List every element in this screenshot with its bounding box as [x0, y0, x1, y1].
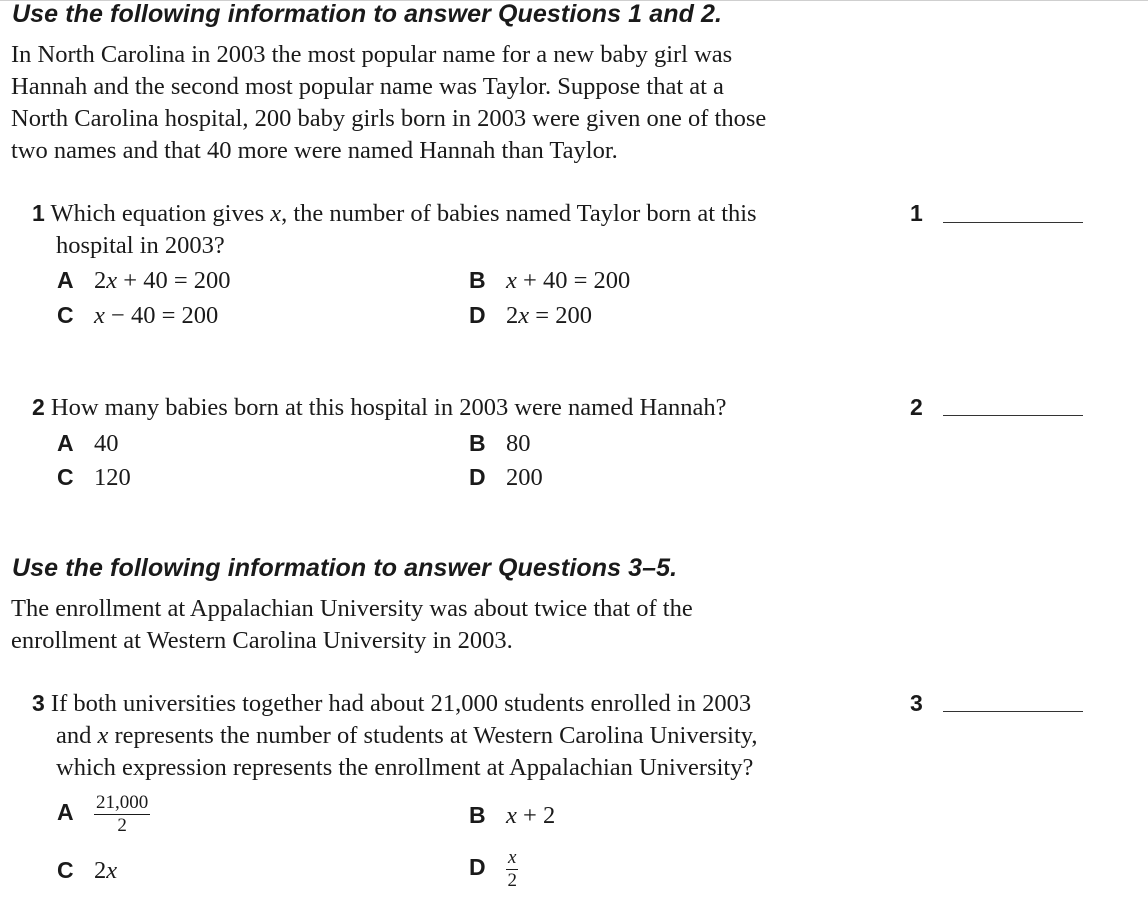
question-number: 2	[32, 394, 45, 420]
choice-3d[interactable]: D $\frac{x}{2}$	[469, 847, 517, 891]
choice-1d[interactable]: D 2x = 200	[469, 302, 592, 329]
question-2	[32, 391, 727, 424]
choice-2c[interactable]: C 120	[57, 464, 131, 491]
choice-1b[interactable]: B x + 40 = 200	[469, 267, 631, 294]
fraction: $\frac{21,000}{2}$	[96, 792, 149, 836]
choice-2d[interactable]: D 200	[469, 464, 543, 491]
question-text-continued: which expression represents the enrollment at Appalachian University?	[56, 754, 754, 781]
choice-3a[interactable]: A $\frac{21,000}{2}$	[57, 792, 149, 836]
passage-university-enrollment	[11, 593, 693, 657]
passage-line: The enrollment at Appalachian University was about twice that of the	[11, 595, 693, 622]
answer-blank-2[interactable]	[943, 415, 1083, 416]
choice-2a[interactable]: A 40	[57, 430, 119, 457]
question-text-continued: hospital in 2003?	[56, 232, 225, 259]
passage-baby-names	[11, 39, 766, 167]
question-text: If both universities together had about 21,000 students enrolled in 2003	[50, 690, 752, 717]
answer-blank-1[interactable]	[943, 222, 1083, 223]
choice-3b[interactable]: B x + 2	[469, 802, 556, 829]
choice-2b[interactable]: B 80	[469, 430, 531, 457]
passage-line: two names and that 40 more were named Hannah than Taylor.	[11, 137, 618, 164]
choice-1c[interactable]: C x − 40 = 200	[57, 302, 219, 329]
question-1	[32, 197, 757, 262]
question-text: How many babies born at this hospital in 2003 were named Hannah?	[50, 394, 727, 421]
choice-1a[interactable]: A 2x + 40 = 200	[57, 267, 231, 294]
answer-label-1: 1	[910, 200, 923, 226]
passage-line: North Carolina hospital, 200 baby girls born in 2003 were given one of those	[11, 105, 767, 132]
section-heading-q3-5: Use the following information to answer Questions 3–5.	[12, 554, 678, 582]
question-text: Which equation gives x, the number of babies named Taylor born at this	[50, 200, 757, 227]
question-text-continued: and x represents the number of students at Western Carolina University,	[56, 722, 758, 749]
question-number: 1	[32, 200, 45, 226]
answer-blank-3[interactable]	[943, 711, 1083, 712]
answer-label-3: 3	[910, 690, 923, 716]
fraction: $\frac{x}{2}$	[507, 847, 517, 891]
question-3	[32, 687, 758, 784]
passage-line: Hannah and the second most popular name was Taylor. Suppose that at a	[11, 73, 724, 100]
question-number: 3	[32, 690, 45, 716]
section-heading-q1-2: Use the following information to answer Questions 1 and 2.	[12, 0, 723, 28]
answer-label-2: 2	[910, 394, 923, 420]
choice-3c[interactable]: C 2x	[57, 857, 118, 884]
passage-line: In North Carolina in 2003 the most popular name for a new baby girl was	[11, 41, 733, 68]
passage-line: enrollment at Western Carolina University in 2003.	[11, 627, 513, 654]
